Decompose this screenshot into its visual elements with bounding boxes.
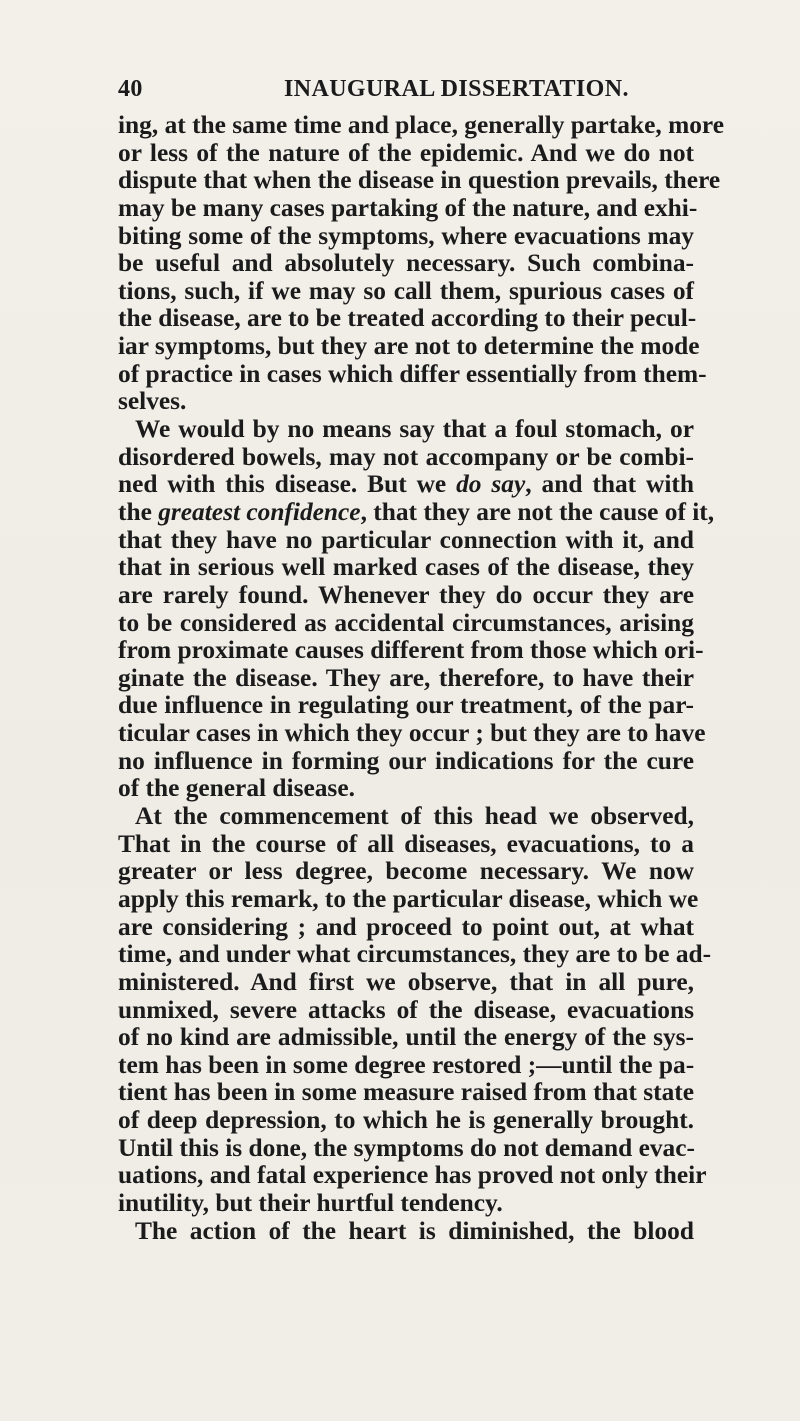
text-line: of no kind are admissible, until the energy of the sys- [118, 1023, 694, 1052]
text-line: ing, at the same time and place, generally partake, more [118, 111, 724, 139]
text-line: ministered. And first we observe, that in all pure, [118, 967, 694, 996]
text-line: of the general disease. [118, 774, 355, 803]
text-line: selves. [118, 387, 187, 416]
text-line: the disease, are to be treated according to their pecul- [118, 304, 697, 333]
text-line: We would by no means say that a foul stomach, or [135, 415, 694, 444]
text-line: from proximate causes different from those which ori- [118, 636, 704, 665]
running-head-title: INAUGURAL DISSERTATION. [284, 76, 629, 102]
text-line: ginate the disease. They are, therefore, to have their [118, 663, 694, 692]
text-line: no influence in forming our indications for the cure [118, 746, 694, 775]
text-line: That in the course of all diseases, evacuations, to a [118, 829, 694, 858]
text-line: The action of the heart is diminished, the blood [135, 1216, 694, 1245]
text-line: that in serious well marked cases of the disease, they [118, 553, 694, 582]
text-line: that they have no particular connection with it, and [118, 525, 694, 554]
text-line: ned with this disease. But we do say, and that with [118, 470, 694, 499]
text-line: At the commencement of this head we observed, [135, 802, 694, 831]
text-line: the greatest confidence, that they are not the cause of it, [118, 497, 715, 526]
text-line: Until this is done, the symptoms do not demand evac- [118, 1133, 695, 1162]
text-line: biting some of the symptoms, where evacuations may [118, 221, 694, 250]
text-line: time, and under what circumstances, they are to be ad- [118, 940, 712, 969]
text-line: of deep depression, to which he is generally brought. [118, 1106, 694, 1135]
text-line: dispute that when the disease in question prevails, there [118, 166, 721, 195]
body-text [118, 111, 724, 1245]
text-line: inutility, but their hurtful tendency. [118, 1188, 503, 1217]
text-line: to be considered as accidental circumstances, arising [118, 608, 694, 637]
text-line: or less of the nature of the epidemic. And we do not [118, 138, 694, 167]
text-line: are considering ; and proceed to point out, at what [118, 912, 694, 941]
text-line: apply this remark, to the particular disease, which we [118, 884, 699, 913]
text-line: tem has been in some degree restored ;—until the pa- [118, 1050, 695, 1079]
text-line: of practice in cases which differ essentially from them- [118, 359, 707, 388]
text-line: iar symptoms, but they are not to determine the mode [118, 332, 700, 361]
text-line: tient has been in some measure raised from that state [118, 1078, 694, 1107]
text-line: uations, and fatal experience has proved not only their [118, 1161, 707, 1190]
text-line: greater or less degree, become necessary. We now [118, 857, 694, 886]
page-number: 40 [118, 76, 143, 102]
text-line: may be many cases partaking of the nature, and exhi- [118, 193, 698, 222]
text-line: be useful and absolutely necessary. Such combina- [118, 249, 694, 278]
text-line: unmixed, severe attacks of the disease, evacuations [118, 995, 694, 1024]
text-line: are rarely found. Whenever they do occur they are [118, 580, 694, 609]
text-line: due influence in regulating our treatment, of the par- [118, 691, 694, 720]
text-line: disordered bowels, may not accompany or be combi- [118, 442, 694, 471]
text-line: ticular cases in which they occur ; but they are to have [118, 719, 706, 748]
text-line: tions, such, if we may so call them, spurious cases of [118, 276, 694, 305]
running-head [118, 76, 718, 110]
